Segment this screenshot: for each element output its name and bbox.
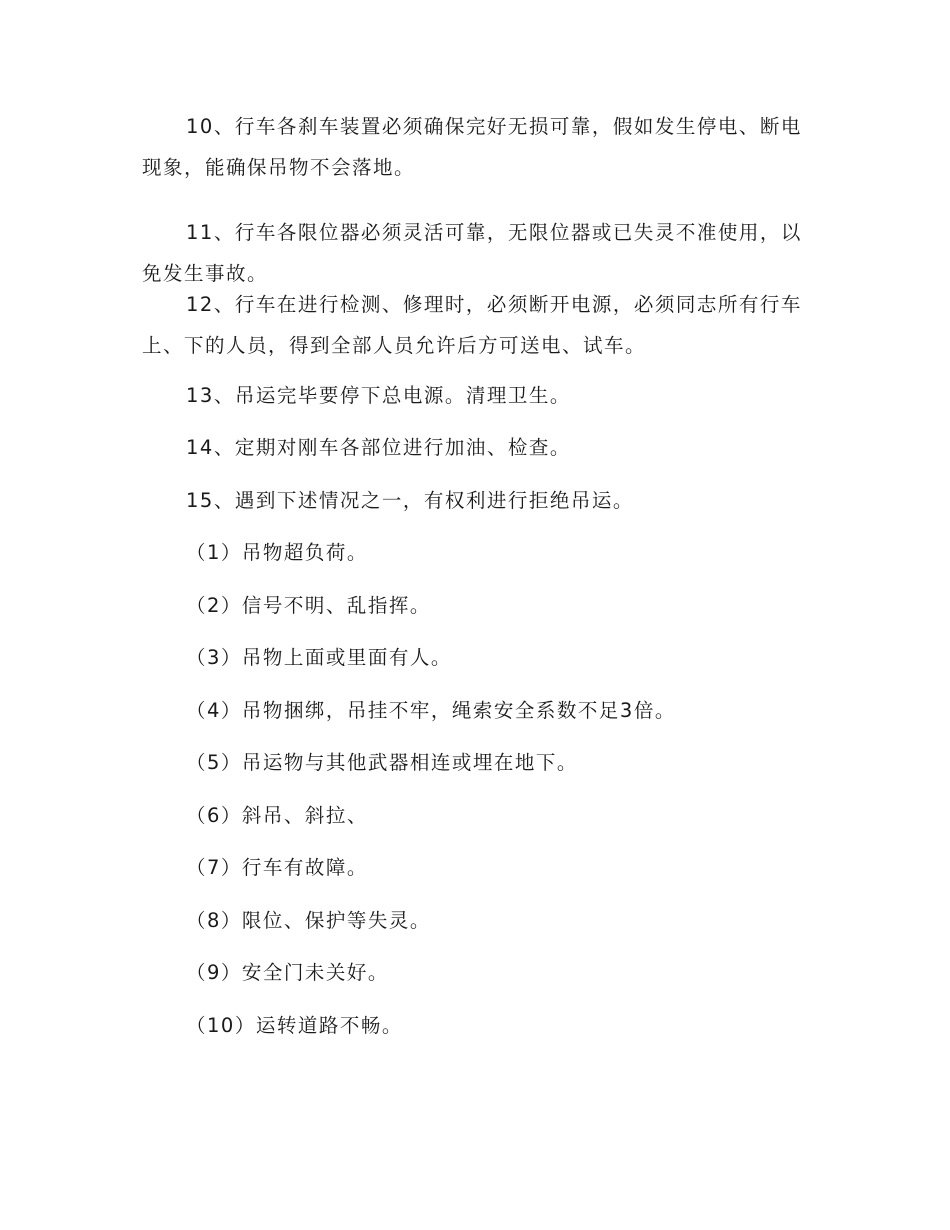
list-item-1: （1）吊物超负荷。 xyxy=(186,541,368,564)
paragraph-14: 14、定期对刚车各部位进行加油、检查。 xyxy=(186,436,571,459)
list-item-8: （8）限位、保护等失灵。 xyxy=(186,909,431,932)
list-item-7: （7）行车有故障。 xyxy=(186,856,368,879)
list-item-3: （3）吊物上面或里面有人。 xyxy=(186,646,452,669)
list-item-5: （5）吊运物与其他武器相连或埋在地下。 xyxy=(186,751,578,774)
paragraph-15: 15、遇到下述情况之一，有权利进行拒绝吊运。 xyxy=(186,489,634,512)
list-item-2: （2）信号不明、乱指挥。 xyxy=(186,594,431,617)
paragraph-11: 11、行车各限位器必须灵活可靠，无限位器或已失灵不准使用，以免发生事故。 xyxy=(142,221,802,285)
paragraph-12: 12、行车在进行检测、修理时，必须断开电源，必须同志所有行车上、下的人员，得到全部人员允许后方可送电、试车。 xyxy=(142,293,802,357)
list-item-10: （10）运转道路不畅。 xyxy=(186,1014,403,1037)
list-item-6: （6）斜吊、斜拉、 xyxy=(186,804,368,827)
list-item-4: （4）吊物捆绑，吊挂不牢，绳索安全系数不足3倍。 xyxy=(186,699,676,722)
paragraph-10: 10、行车各刹车装置必须确保完好无损可靠，假如发生停电、断电现象，能确保吊物不会落地。 xyxy=(142,115,802,179)
list-item-9: （9）安全门未关好。 xyxy=(186,961,389,984)
paragraph-13: 13、吊运完毕要停下总电源。清理卫生。 xyxy=(186,384,571,407)
